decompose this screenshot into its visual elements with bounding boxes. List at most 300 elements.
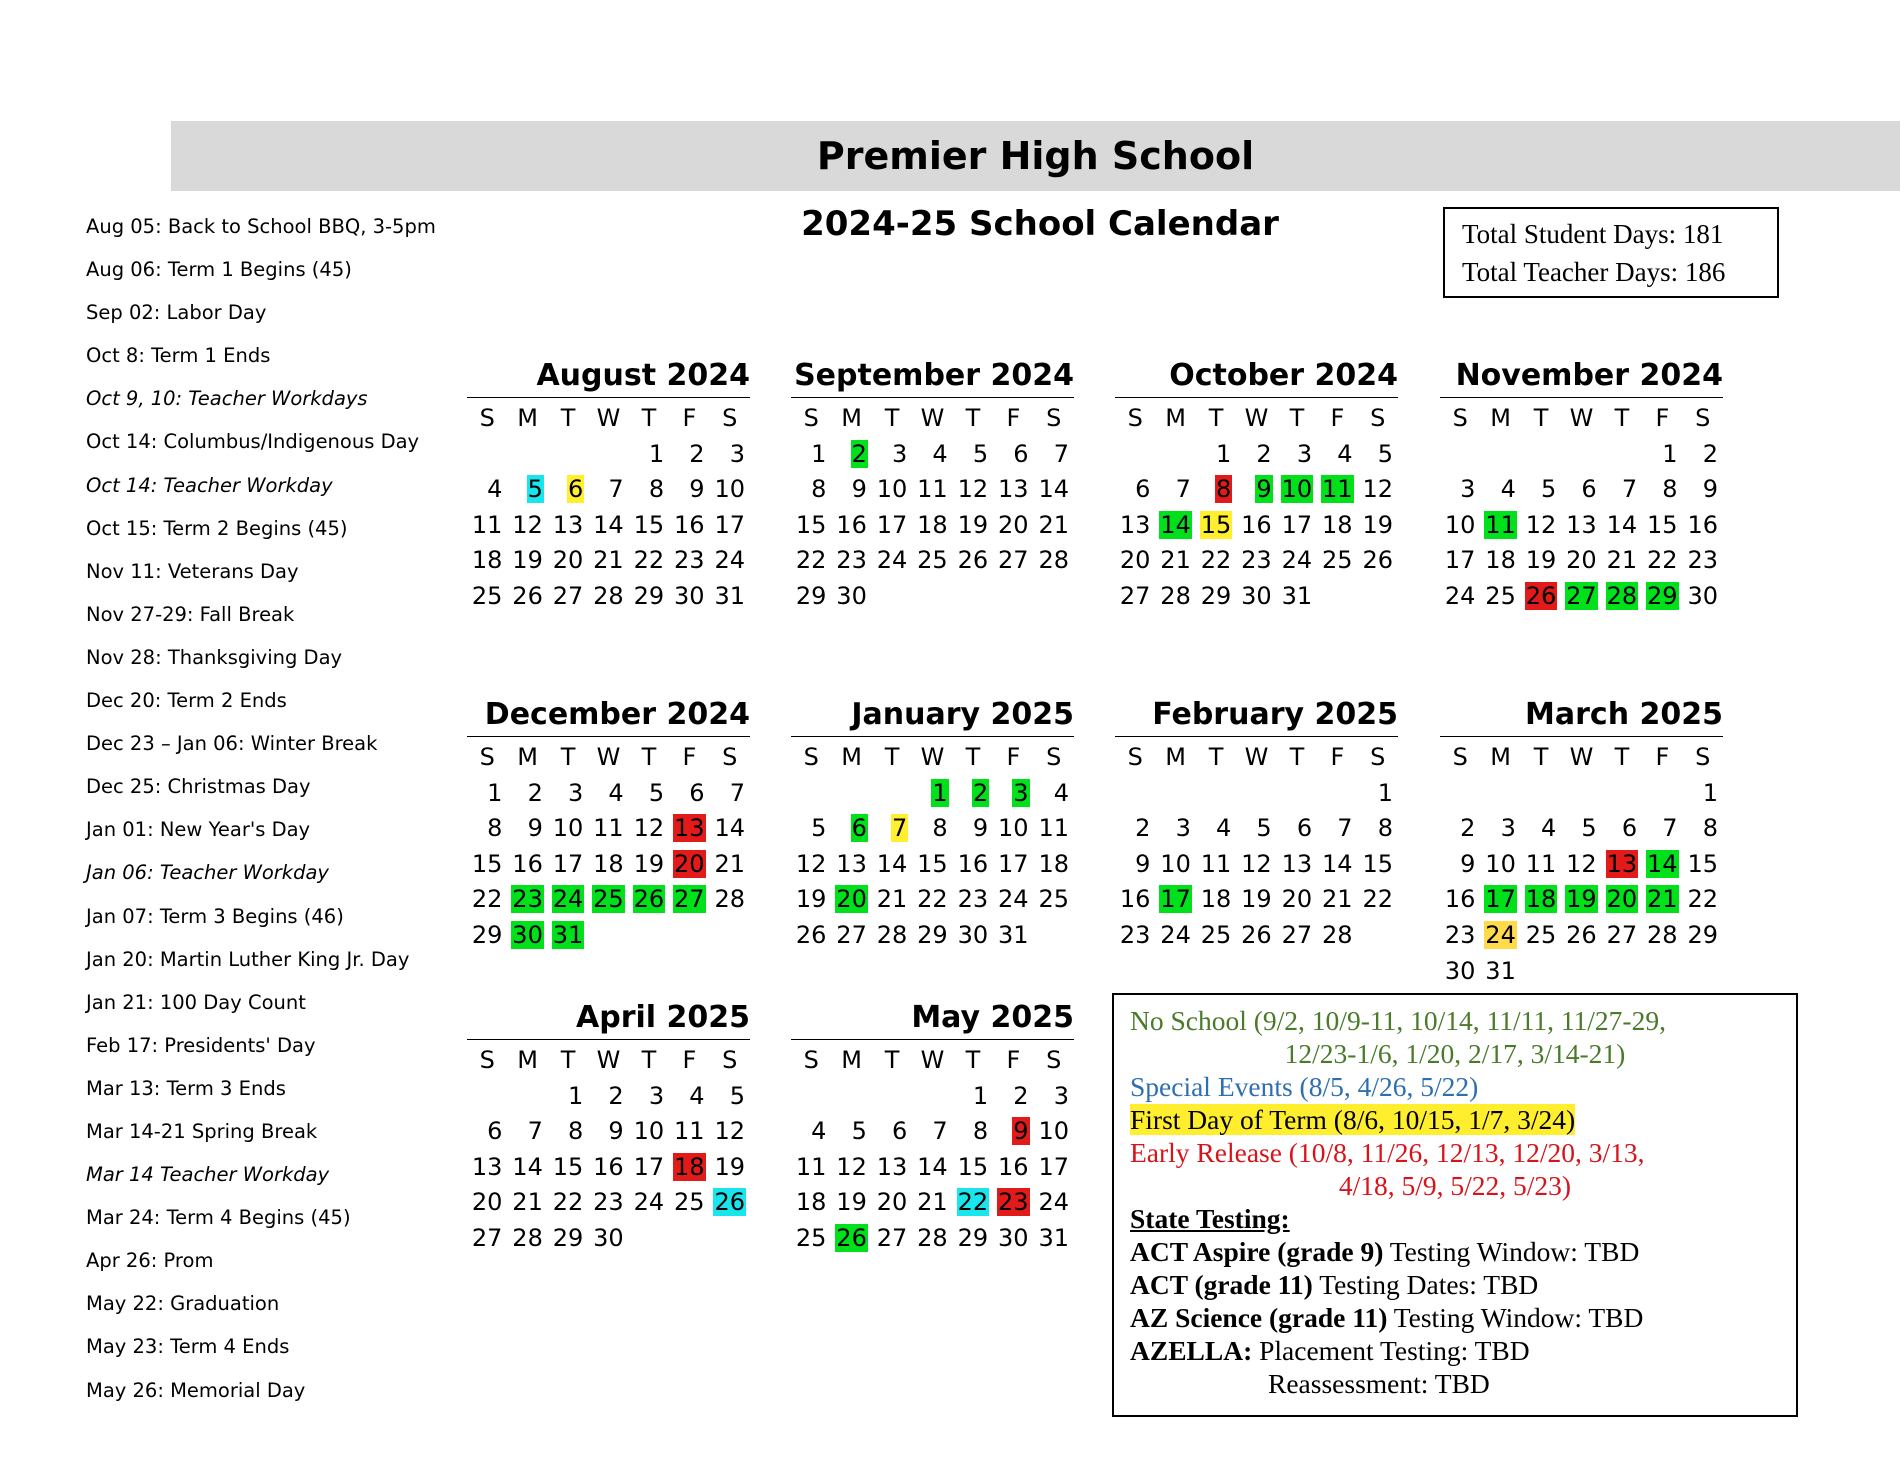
empty-cell [1115,437,1155,473]
day-cell [1602,882,1642,918]
day-cell [993,508,1033,544]
day-cell [1561,811,1601,847]
day-cell [1683,437,1723,473]
day-cell [1196,543,1236,579]
day-number: 9 [1702,475,1718,504]
weekday-header: S [1695,404,1711,432]
day-number: 15 [1200,510,1232,539]
day-cell [1034,847,1074,883]
day-number: 23 [836,546,867,575]
day-number: 26 [714,1188,745,1217]
day-number: 26 [633,885,665,914]
day-cell [912,543,952,579]
day-cell [993,437,1033,473]
day-cell [629,1079,669,1115]
day-number: 18 [1485,546,1516,575]
day-cell [912,882,952,918]
day-number: 18 [471,546,503,575]
day-number: 26 [1362,546,1393,575]
day-cell [1440,543,1480,579]
day-cell [1317,811,1357,847]
day-cell [872,508,912,544]
day-cell [872,811,912,847]
day-number: 28 [1160,581,1191,610]
day-cell [993,1221,1033,1257]
day-cell [669,776,709,812]
day-cell [629,543,669,579]
day-number: 10 [1281,475,1313,504]
testing-act: ACT (grade 11) Testing Dates: TBD [1130,1269,1539,1300]
weekday-header: T [884,1046,900,1074]
day-cell [1277,847,1317,883]
day-cell [710,776,750,812]
day-cell [791,1150,831,1186]
empty-cell [1440,776,1480,812]
day-number: 2 [608,1081,624,1110]
day-number: 7 [1621,475,1638,504]
month-grid [1440,401,1723,615]
day-cell [710,847,750,883]
day-cell [791,847,831,883]
day-number: 29 [917,920,948,949]
day-number: 5 [1256,814,1272,843]
event-item: May 23: Term 4 Ends [86,1335,290,1359]
empty-cell [1521,437,1561,473]
weekday-header: S [1127,404,1143,432]
day-number: 4 [1216,814,1232,843]
month-march-2025 [1440,694,1723,989]
day-cell [1358,882,1398,918]
day-cell [953,882,993,918]
day-cell [872,1114,912,1150]
day-number: 27 [1119,581,1151,610]
day-number: 9 [1460,849,1476,878]
day-cell [1155,811,1195,847]
day-cell [1683,579,1723,615]
day-cell [912,472,952,508]
weekday-header: M [517,743,538,771]
day-cell [1277,579,1317,615]
day-cell [1480,882,1520,918]
day-number: 30 [512,920,543,949]
day-number: 28 [876,920,908,949]
day-number: 26 [1241,920,1272,949]
day-number: 12 [957,475,989,504]
day-number: 25 [471,581,503,610]
day-number: 12 [714,1117,745,1146]
day-cell [629,882,669,918]
day-cell [953,847,993,883]
day-cell [588,1114,628,1150]
day-number: 21 [1322,885,1353,914]
day-number: 30 [1241,581,1272,610]
month-title: April 2025 [467,997,750,1040]
day-cell [467,776,507,812]
weekday-header: T [560,743,576,771]
day-number: 1 [1662,439,1678,468]
day-cell [669,1150,709,1186]
day-cell [953,508,993,544]
day-cell [548,811,588,847]
event-item: Oct 9, 10: Teacher Workdays [86,387,368,411]
day-cell [1155,918,1195,954]
empty-cell [1440,437,1480,473]
event-item: Feb 17: Presidents' Day [86,1033,316,1057]
day-cell [831,811,871,847]
day-cell [1521,508,1561,544]
day-cell [1277,882,1317,918]
day-cell [791,543,831,579]
empty-cell [1196,776,1236,812]
state-testing-heading: State Testing: [1130,1203,1290,1234]
day-number: 24 [1038,1188,1069,1217]
day-cell [912,918,952,954]
day-cell [467,1114,507,1150]
day-number: 6 [1296,814,1313,843]
day-number: 1 [1377,778,1393,807]
day-cell [831,543,871,579]
day-number: 18 [1200,885,1232,914]
day-cell [831,472,871,508]
day-number: 6 [487,1117,503,1146]
day-cell [669,847,709,883]
day-number: 5 [851,1117,867,1146]
day-number: 19 [1362,510,1393,539]
day-cell [467,579,507,615]
day-cell [1236,508,1276,544]
day-number: 20 [552,546,584,575]
weekday-header: T [1208,743,1224,771]
day-cell [1034,543,1074,579]
day-number: 13 [674,814,705,843]
weekday-header: T [1533,404,1549,432]
day-cell [1602,543,1642,579]
event-item: Mar 14-21 Spring Break [86,1119,318,1143]
day-cell [1480,472,1520,508]
day-number: 8 [972,1117,989,1146]
day-number: 8 [648,475,665,504]
day-cell [507,472,547,508]
day-number: 20 [471,1188,503,1217]
day-number: 28 [1647,920,1678,949]
day-cell [872,1221,912,1257]
day-number: 27 [1281,920,1313,949]
day-cell [1317,472,1357,508]
day-number: 19 [1525,546,1557,575]
day-cell [1317,882,1357,918]
day-number: 10 [1038,1117,1069,1146]
weekday-header: T [884,404,900,432]
day-cell [1115,811,1155,847]
weekday-header: W [1244,743,1269,771]
day-cell [588,472,628,508]
event-item: Mar 13: Term 3 Ends [86,1076,286,1100]
day-number: 21 [593,546,624,575]
day-cell [1115,918,1155,954]
day-number: 6 [1581,475,1597,504]
day-number: 22 [1362,885,1393,914]
day-number: 11 [674,1117,705,1146]
weekday-header: M [841,404,862,432]
event-item: Mar 24: Term 4 Begins (45) [86,1206,351,1230]
day-cell [831,1114,871,1150]
day-cell [1440,508,1480,544]
day-number: 12 [1566,849,1597,878]
day-number: 3 [648,1081,665,1110]
day-cell [467,472,507,508]
day-number: 4 [1053,778,1069,807]
weekday-header: T [1289,743,1305,771]
weekday-header: T [884,743,900,771]
day-cell [993,918,1033,954]
day-cell [588,811,628,847]
day-cell [629,472,669,508]
day-cell [507,543,547,579]
month-title: November 2024 [1440,355,1723,398]
weekday-header: S [479,404,495,432]
day-number: 5 [527,475,543,504]
day-number: 19 [512,546,543,575]
empty-cell [548,437,588,473]
day-cell [1358,847,1398,883]
day-cell [710,1185,750,1221]
event-item: May 26: Memorial Day [86,1378,306,1402]
day-number: 12 [1362,475,1393,504]
day-cell [1480,918,1520,954]
day-cell [548,543,588,579]
day-cell [1236,882,1276,918]
day-number: 23 [1241,546,1272,575]
weekday-header: T [641,1046,657,1074]
day-cell [953,918,993,954]
day-number: 1 [932,778,948,807]
day-cell [588,543,628,579]
day-number: 10 [552,814,584,843]
day-cell [1115,882,1155,918]
weekday-header: S [803,743,819,771]
day-cell [1034,437,1074,473]
day-number: 25 [1485,581,1516,610]
day-cell [872,543,912,579]
day-number: 9 [689,475,705,504]
weekday-header: T [560,1046,576,1074]
day-cell [467,1221,507,1257]
day-number: 11 [1200,849,1232,878]
day-number: 14 [714,814,745,843]
day-number: 8 [1702,814,1718,843]
day-cell [467,1150,507,1186]
event-item: Jan 06: Teacher Workday [86,861,329,885]
day-cell [1317,543,1357,579]
day-cell [1358,508,1398,544]
day-cell [791,1185,831,1221]
day-number: 3 [1013,778,1029,807]
day-number: 16 [1119,885,1151,914]
day-cell [831,918,871,954]
weekday-header: T [560,404,576,432]
day-number: 16 [593,1152,624,1181]
day-number: 6 [689,778,705,807]
event-item: Sep 02: Labor Day [86,301,267,325]
day-number: 17 [552,849,584,878]
day-number: 25 [795,1223,827,1252]
day-number: 16 [1241,510,1272,539]
day-number: 4 [1337,439,1353,468]
day-cell [1155,543,1195,579]
month-august-2024 [467,355,750,615]
weekday-header: T [1614,743,1630,771]
day-cell [1440,882,1480,918]
day-number: 11 [795,1152,827,1181]
day-cell [1642,918,1682,954]
day-number: 8 [487,814,503,843]
day-number: 19 [1241,885,1272,914]
day-number: 28 [917,1223,948,1252]
day-number: 31 [714,581,745,610]
event-item: Dec 25: Christmas Day [86,775,311,799]
day-cell [629,1114,669,1150]
day-cell [1034,882,1074,918]
event-item: Oct 8: Term 1 Ends [86,344,271,368]
day-cell [1034,811,1074,847]
event-item: Jan 21: 100 Day Count [86,990,306,1014]
day-number: 13 [1281,849,1313,878]
day-cell [588,1185,628,1221]
weekday-header: S [1452,743,1468,771]
day-cell [1440,811,1480,847]
event-item: Jan 07: Term 3 Begins (46) [86,904,344,928]
day-cell [669,472,709,508]
day-cell [1642,811,1682,847]
day-cell [993,776,1033,812]
day-cell [1683,811,1723,847]
day-cell [1034,1114,1074,1150]
event-item: Nov 28: Thanksgiving Day [86,645,343,669]
day-cell [548,1150,588,1186]
day-number: 27 [552,581,584,610]
day-cell [548,882,588,918]
month-grid [791,1043,1074,1257]
day-cell [1561,579,1601,615]
weekday-header: T [1289,404,1305,432]
day-cell [1277,508,1317,544]
day-number: 8 [1662,475,1678,504]
day-number: 29 [471,920,503,949]
day-cell [993,1079,1033,1115]
day-number: 14 [1647,849,1678,878]
weekday-header: S [803,404,819,432]
day-number: 22 [1200,546,1232,575]
day-number: 23 [512,885,543,914]
event-item: Aug 05: Back to School BBQ, 3-5pm [86,215,436,238]
day-number: 18 [917,510,948,539]
day-cell [1034,508,1074,544]
day-number: 17 [1160,885,1191,914]
day-number: 2 [1256,439,1272,468]
day-cell [1521,811,1561,847]
month-october-2024 [1115,355,1398,615]
day-cell [1358,437,1398,473]
day-number: 17 [1485,885,1516,914]
day-cell [467,918,507,954]
day-number: 3 [1053,1081,1069,1110]
day-number: 9 [527,814,543,843]
day-number: 10 [714,475,745,504]
day-cell [1277,472,1317,508]
day-cell [1440,579,1480,615]
day-number: 25 [1525,920,1557,949]
day-number: 15 [957,1152,989,1181]
day-cell [1683,776,1723,812]
day-cell [588,776,628,812]
day-number: 5 [972,439,989,468]
day-number: 30 [593,1223,624,1252]
legend-first-day: First Day of Term (8/6, 10/15, 1/7, 3/24) [1130,1104,1576,1135]
weekday-header: S [1452,404,1468,432]
day-number: 13 [1119,510,1151,539]
day-cell [1155,508,1195,544]
day-cell [507,1114,547,1150]
empty-cell [1277,776,1317,812]
day-cell [872,1185,912,1221]
weekday-header: T [641,404,657,432]
day-cell [1683,918,1723,954]
day-cell [467,543,507,579]
day-number: 24 [998,885,1029,914]
day-number: 1 [1216,439,1232,468]
day-cell [1358,776,1398,812]
weekday-header: T [965,743,981,771]
weekday-header: F [1006,743,1021,771]
day-number: 15 [1362,849,1393,878]
weekday-header: W [920,743,945,771]
day-number: 22 [957,1188,989,1217]
day-number: 29 [1200,581,1232,610]
day-cell [1236,847,1276,883]
day-number: 22 [633,546,665,575]
day-number: 13 [836,849,867,878]
day-cell [1155,847,1195,883]
day-number: 28 [714,885,745,914]
day-number: 12 [512,510,543,539]
day-cell [629,579,669,615]
month-december-2024 [467,694,750,954]
day-number: 15 [471,849,503,878]
day-number: 20 [674,849,705,878]
day-number: 14 [1322,849,1353,878]
day-number: 18 [1038,849,1069,878]
day-number: 6 [1135,475,1151,504]
day-number: 28 [1606,581,1638,610]
empty-cell [1480,437,1520,473]
month-november-2024 [1440,355,1723,615]
day-number: 17 [633,1152,665,1181]
weekday-header: W [1569,404,1594,432]
day-cell [588,1079,628,1115]
event-item: Jan 01: New Year's Day [86,818,311,842]
day-number: 2 [1460,814,1476,843]
day-number: 4 [487,475,503,504]
month-title: September 2024 [791,355,1074,398]
day-number: 29 [1687,920,1718,949]
day-number: 3 [1460,475,1476,504]
day-number: 9 [1135,849,1151,878]
day-number: 23 [1119,920,1151,949]
month-february-2025 [1115,694,1398,954]
day-cell [1196,508,1236,544]
day-number: 22 [1687,885,1718,914]
day-number: 30 [957,920,989,949]
